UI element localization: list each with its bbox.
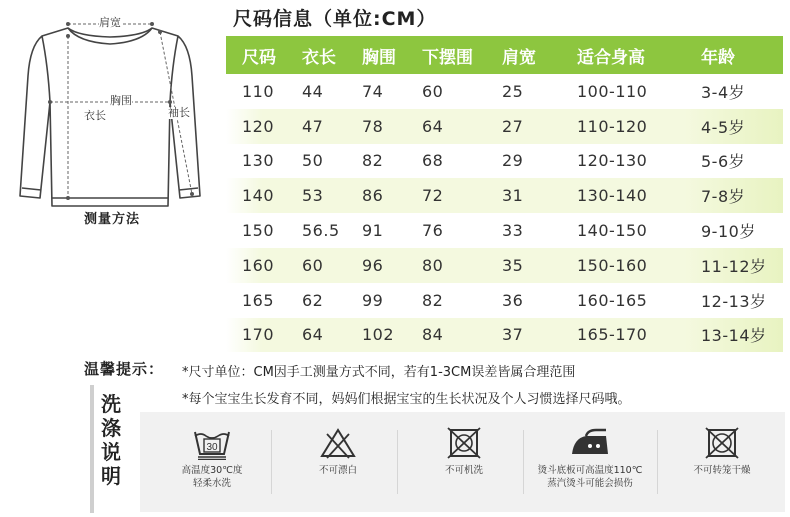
size-table-cell: 9-10岁 <box>701 222 756 242</box>
care-item-text: 高温度30℃度 <box>181 465 243 476</box>
size-table-cell: 68 <box>422 151 444 171</box>
size-table-cell: 120 <box>226 109 286 144</box>
size-table-row <box>226 144 783 179</box>
size-table-cell: 76 <box>422 221 444 241</box>
size-table-cell: 13-14岁 <box>685 318 783 353</box>
size-table-cell: 56.5 <box>302 221 340 241</box>
size-table-cell: 4-5岁 <box>685 109 783 144</box>
care-item-text: 轻柔水洗 <box>192 478 231 489</box>
care-item-text: 不可转笼干燥 <box>693 465 751 476</box>
size-table-row <box>226 318 783 353</box>
size-table-cell: 44 <box>302 81 324 101</box>
size-table-header-cell: 衣长 <box>286 36 346 74</box>
size-table-cell: 50 <box>302 151 324 171</box>
size-table-cell: 5-6岁 <box>701 152 746 172</box>
care-instructions-label <box>96 392 126 488</box>
size-table-cell: 60 <box>286 248 346 283</box>
size-table-cell: 170 <box>226 318 286 353</box>
care-instructions-panel <box>140 412 785 512</box>
length-label: 衣长 <box>84 109 106 122</box>
tip-measurement-error: *尺寸单位：CM因手工测量方式不同，若有1-3CM误差皆属合理范围 <box>182 365 576 380</box>
size-table-cell: 60 <box>422 81 444 101</box>
size-table-header-cell: 肩宽 <box>486 36 561 74</box>
size-table-header-cell: 年龄 <box>685 36 783 74</box>
size-table-cell: 12-13岁 <box>701 291 767 311</box>
size-table-cell: 11-12岁 <box>685 248 783 283</box>
size-table-cell: 80 <box>406 248 486 283</box>
size-table-cell: 110 <box>242 81 275 101</box>
size-table-cell: 64 <box>286 318 346 353</box>
size-table-header-cell: 适合身高 <box>561 36 685 74</box>
size-table-cell: 82 <box>422 290 444 310</box>
size-table-cell: 62 <box>302 290 324 310</box>
size-table-row <box>226 213 783 248</box>
care-item-text: 蒸汽烫斗可能会损伤 <box>547 478 633 489</box>
care-item-iron <box>528 426 652 490</box>
care-divider <box>90 385 94 513</box>
care-label-char: 明 <box>101 464 121 488</box>
size-table-cell: 7-8岁 <box>685 178 783 213</box>
care-separator <box>523 430 524 494</box>
size-table-cell: 165 <box>242 290 275 310</box>
size-table-row <box>226 74 783 109</box>
size-table-cell: 53 <box>286 178 346 213</box>
size-table-cell: 160-165 <box>577 290 648 310</box>
size-table-body <box>226 74 783 352</box>
size-table-header-cell: 下摆围 <box>406 36 486 74</box>
care-label-char: 涤 <box>101 416 121 440</box>
size-table-cell: 3-4岁 <box>701 82 746 102</box>
care-item-text: 不可机洗 <box>444 465 483 476</box>
size-table-cell: 99 <box>362 290 384 310</box>
care-item-wash-30 <box>156 426 268 490</box>
size-table-header-row <box>226 36 783 74</box>
size-table-cell: 33 <box>502 221 524 241</box>
size-table-header-cell: 尺码 <box>226 36 286 74</box>
size-table-cell: 29 <box>502 151 524 171</box>
size-table-cell: 100-110 <box>577 81 648 101</box>
size-table-cell: 140-150 <box>577 221 648 241</box>
no-machine-wash-icon <box>444 426 484 460</box>
size-table-cell: 35 <box>486 248 561 283</box>
size-table-cell: 150-160 <box>561 248 685 283</box>
care-label-char: 说 <box>101 440 121 464</box>
care-label-char: 洗 <box>101 392 121 416</box>
size-table-row <box>226 248 783 283</box>
care-separator <box>397 430 398 494</box>
size-table-cell: 150 <box>242 221 275 241</box>
measurement-diagram <box>10 6 210 216</box>
size-table-cell: 160 <box>226 248 286 283</box>
size-table-cell: 110-120 <box>561 109 685 144</box>
size-table-cell: 78 <box>346 109 406 144</box>
sleeve-label: 袖长 <box>168 106 190 119</box>
measurement-method-caption: 测量方法 <box>84 212 141 227</box>
care-item-text: 烫斗底板可高温度110℃ <box>537 465 643 476</box>
size-table-cell: 37 <box>486 318 561 353</box>
size-table-cell: 96 <box>346 248 406 283</box>
size-table-cell: 31 <box>486 178 561 213</box>
no-bleach-icon <box>318 426 358 460</box>
size-table-cell: 27 <box>486 109 561 144</box>
size-table-cell: 165-170 <box>561 318 685 353</box>
size-table-row <box>226 283 783 318</box>
no-tumble-dry-icon <box>702 426 742 460</box>
size-table <box>226 36 783 352</box>
size-table-cell: 130-140 <box>561 178 685 213</box>
size-table-cell: 130 <box>242 151 275 171</box>
size-table-header-cell: 胸围 <box>346 36 406 74</box>
care-item-no-machine-wash <box>408 426 520 477</box>
size-table-cell: 64 <box>406 109 486 144</box>
care-item-text: 不可漂白 <box>318 465 357 476</box>
size-table-title: 尺码信息（单位:CM） <box>233 8 437 30</box>
size-table-cell: 47 <box>286 109 346 144</box>
size-table-cell: 86 <box>346 178 406 213</box>
size-table-cell: 36 <box>502 290 524 310</box>
size-table-row <box>226 109 783 144</box>
care-separator <box>657 430 658 494</box>
size-table-cell: 82 <box>362 151 384 171</box>
size-table-cell: 91 <box>362 221 384 241</box>
chest-label: 胸围 <box>110 94 132 107</box>
size-table-cell: 84 <box>406 318 486 353</box>
iron-110-icon <box>568 426 612 460</box>
size-table-cell: 140 <box>226 178 286 213</box>
tip-size-choice: *每个宝宝生长发育不同，妈妈们根据宝宝的生长状况及个人习惯选择尺码哦。 <box>182 392 631 407</box>
wash-temp-text: 30 <box>206 442 218 453</box>
wash-30-gentle-icon <box>192 426 232 460</box>
size-table-cell: 72 <box>406 178 486 213</box>
tips-title: 温馨提示： <box>84 360 165 378</box>
care-separator <box>271 430 272 494</box>
care-item-no-tumble-dry <box>666 426 778 477</box>
size-table-row <box>226 178 783 213</box>
shoulder-label: 肩宽 <box>99 16 121 29</box>
size-table-cell: 25 <box>502 81 524 101</box>
size-table-cell: 102 <box>346 318 406 353</box>
size-table-cell: 74 <box>362 81 384 101</box>
size-table-cell: 120-130 <box>577 151 648 171</box>
care-item-no-bleach <box>282 426 394 477</box>
